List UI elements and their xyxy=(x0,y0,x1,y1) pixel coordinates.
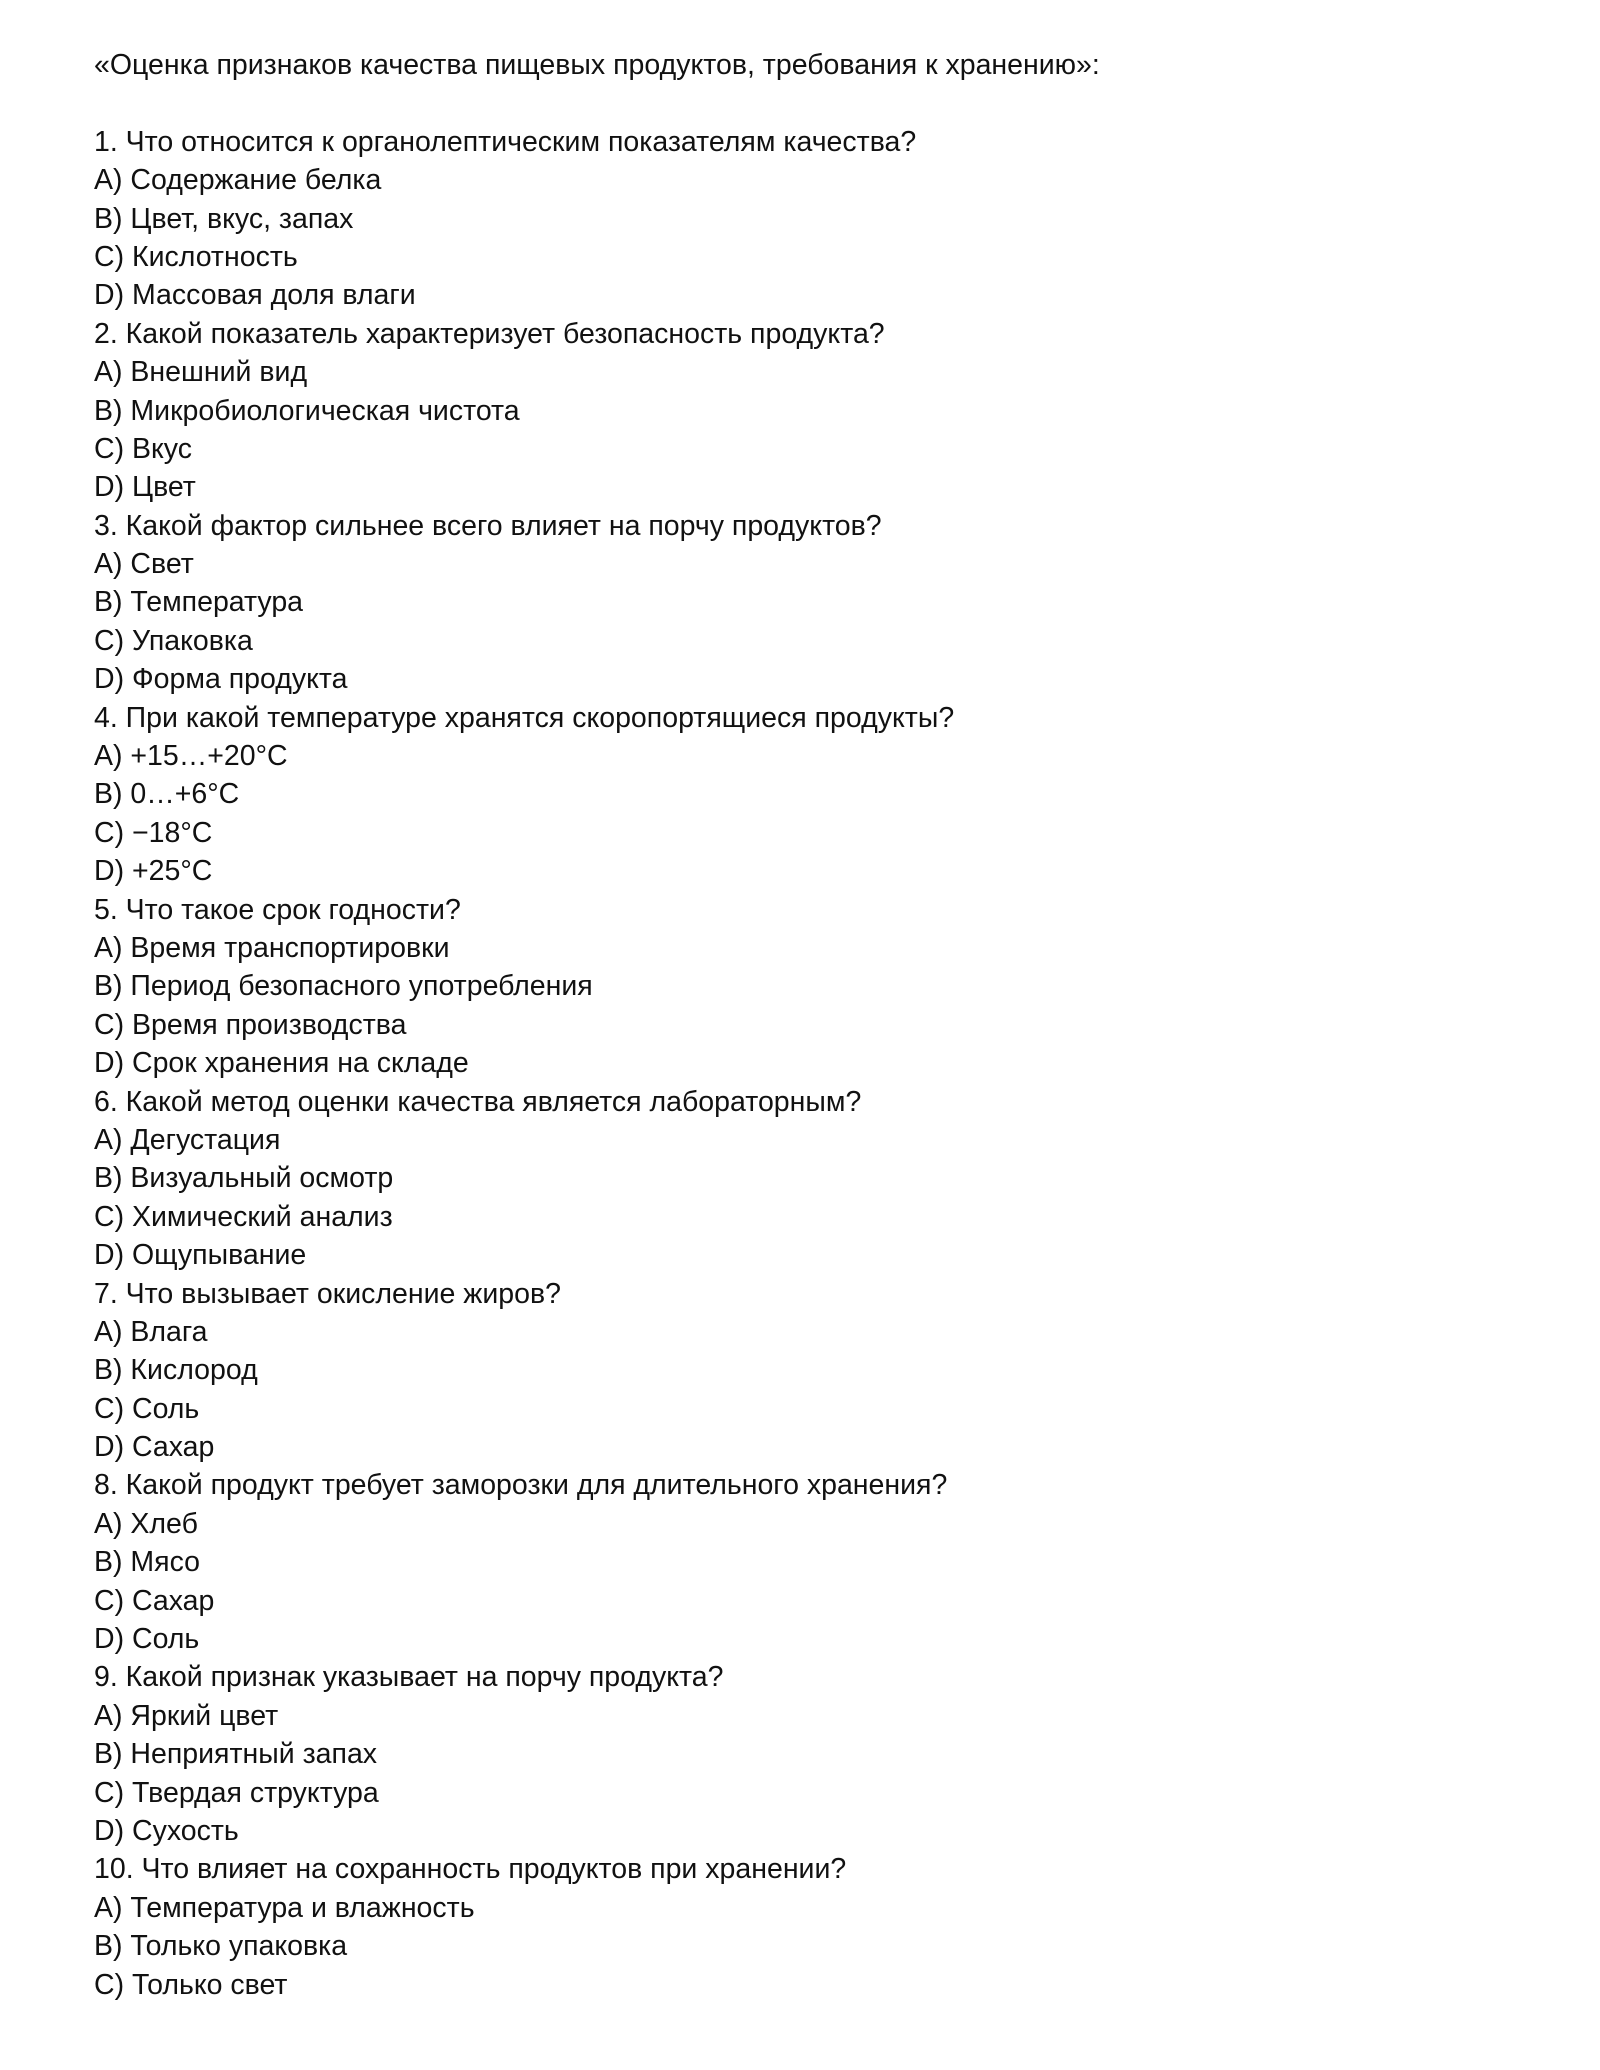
answer-option-c: C) Вкус xyxy=(94,432,192,465)
answer-option-c: C) Время производства xyxy=(94,1008,407,1041)
answer-option-d: D) Срок хранения на складе xyxy=(94,1047,469,1080)
document-title: «Оценка признаков качества пищевых продуктов, требования к хранению»: xyxy=(94,49,1100,81)
answer-option-a: A) Хлеб xyxy=(94,1507,198,1540)
question-block-3 xyxy=(94,507,1534,699)
answer-option-b: B) Микробиологическая чистота xyxy=(94,394,520,427)
answer-option-d: D) Сахар xyxy=(94,1431,215,1464)
question-block-5 xyxy=(94,891,1534,1083)
answer-option-a: A) +15…+20°C xyxy=(94,740,288,773)
question-block-2 xyxy=(94,315,1534,507)
answer-option-a: A) Температура и влажность xyxy=(94,1891,475,1924)
question-text: 6. Какой метод оценки качества является лабораторным? xyxy=(94,1085,862,1118)
blank-line xyxy=(94,84,1534,122)
answer-option-b: B) Период безопасного употребления xyxy=(94,970,593,1003)
answer-option-c: C) Твердая структура xyxy=(94,1776,379,1809)
question-text: 4. При какой температуре хранятся скоропортящиеся продукты? xyxy=(94,701,955,734)
answer-option-a: A) Влага xyxy=(94,1315,208,1348)
answer-option-c: C) Сахар xyxy=(94,1584,215,1617)
answer-option-c: C) Кислотность xyxy=(94,240,298,273)
answer-option-b: B) Визуальный осмотр xyxy=(94,1162,394,1195)
answer-option-b: B) 0…+6°C xyxy=(94,778,240,811)
answer-option-d: D) Соль xyxy=(94,1623,200,1656)
answer-option-c: C) −18°C xyxy=(94,816,213,849)
answer-option-a: A) Содержание белка xyxy=(94,164,382,197)
document-content xyxy=(94,46,1534,2004)
answer-option-c: C) Химический анализ xyxy=(94,1200,393,1233)
answer-option-b: B) Мясо xyxy=(94,1546,201,1579)
question-block-9 xyxy=(94,1658,1534,1850)
answer-option-b: B) Температура xyxy=(94,586,304,619)
answer-option-d: D) Сухость xyxy=(94,1814,239,1847)
question-block-8 xyxy=(94,1466,1534,1658)
question-text: 3. Какой фактор сильнее всего влияет на порчу продуктов? xyxy=(94,509,882,542)
answer-option-c: C) Только свет xyxy=(94,1968,288,2001)
question-text: 10. Что влияет на сохранность продуктов при хранении? xyxy=(94,1853,847,1886)
answer-option-a: A) Яркий цвет xyxy=(94,1699,279,1732)
answer-option-b: B) Цвет, вкус, запах xyxy=(94,202,354,235)
question-block-4 xyxy=(94,699,1534,891)
answer-option-d: D) Ощупывание xyxy=(94,1239,307,1272)
answer-option-d: D) Массовая доля влаги xyxy=(94,279,416,312)
answer-option-a: A) Свет xyxy=(94,548,194,581)
answer-option-c: C) Соль xyxy=(94,1392,200,1425)
question-text: 7. Что вызывает окисление жиров? xyxy=(94,1277,561,1310)
answer-option-c: C) Упаковка xyxy=(94,624,253,657)
question-block-7 xyxy=(94,1275,1534,1467)
answer-option-b: B) Неприятный запах xyxy=(94,1738,378,1771)
answer-option-b: B) Только упаковка xyxy=(94,1930,348,1963)
question-text: 9. Какой признак указывает на порчу продукта? xyxy=(94,1661,724,1694)
question-text: 5. Что такое срок годности? xyxy=(94,893,461,926)
question-block-10 xyxy=(94,1850,1534,2004)
question-text: 8. Какой продукт требует заморозки для длительного хранения? xyxy=(94,1469,948,1502)
answer-option-d: D) +25°C xyxy=(94,855,213,888)
answer-option-a: A) Дегустация xyxy=(94,1123,281,1156)
answer-option-d: D) Форма продукта xyxy=(94,663,348,696)
question-block-6 xyxy=(94,1083,1534,1275)
question-block-1 xyxy=(94,123,1534,315)
answer-option-a: A) Внешний вид xyxy=(94,356,308,389)
answer-option-d: D) Цвет xyxy=(94,471,196,504)
answer-option-b: B) Кислород xyxy=(94,1354,258,1387)
answer-option-a: A) Время транспортировки xyxy=(94,932,450,964)
question-text: 2. Какой показатель характеризует безопасность продукта? xyxy=(94,317,885,350)
question-text: 1. Что относится к органолептическим показателям качества? xyxy=(94,125,917,158)
